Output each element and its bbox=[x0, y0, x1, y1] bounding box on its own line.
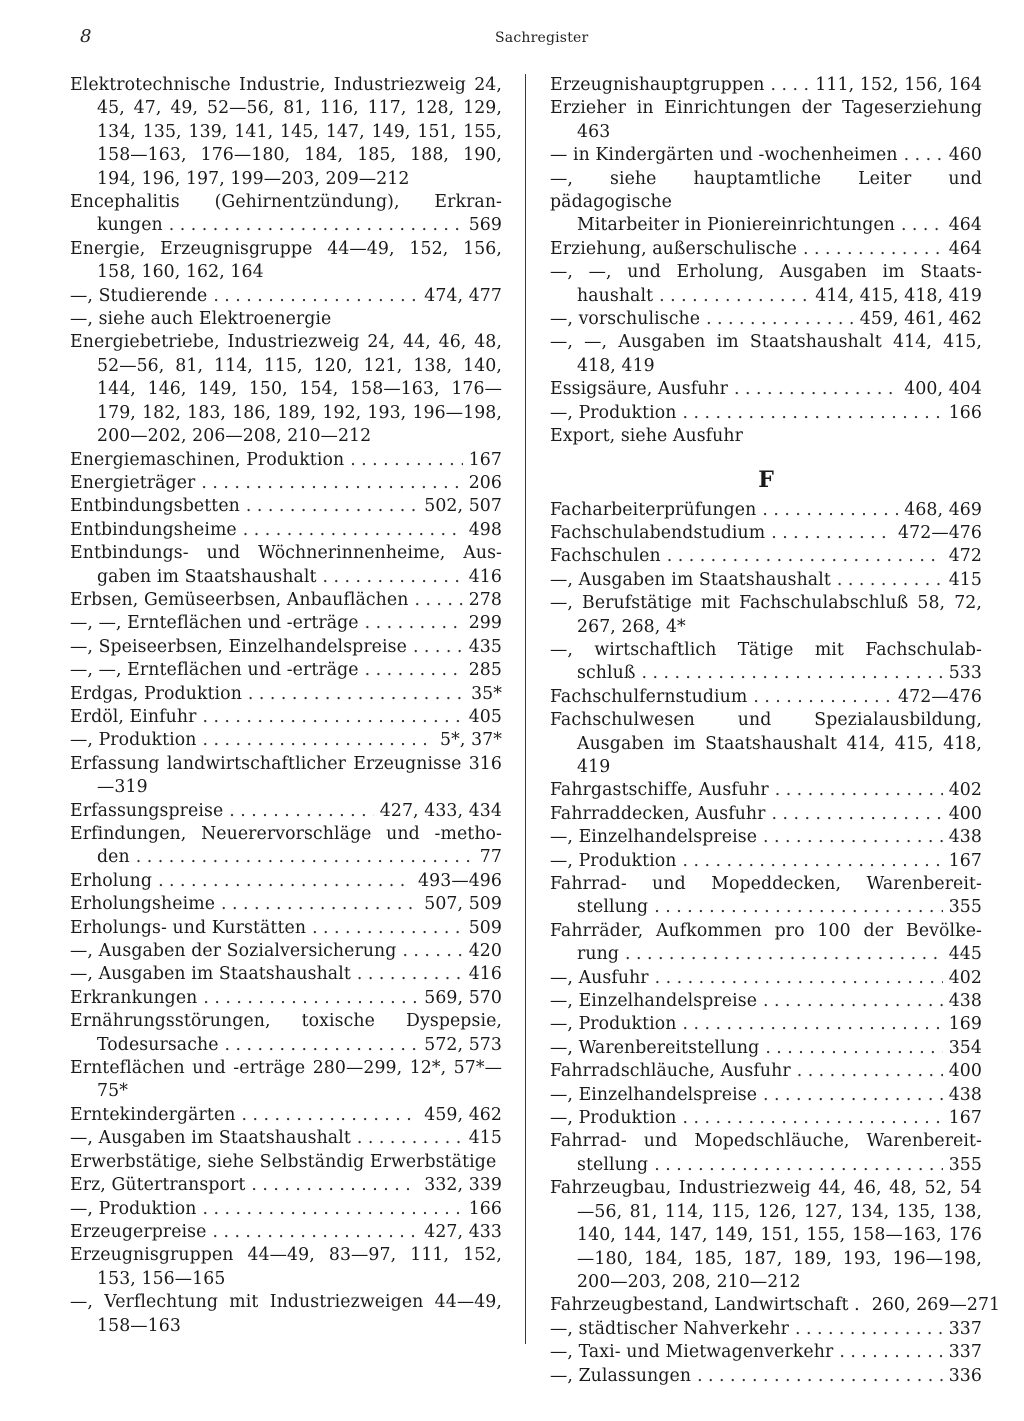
index-entry bbox=[550, 1107, 982, 1130]
index-entry bbox=[70, 285, 502, 308]
index-entry-term: haushalt bbox=[577, 285, 654, 306]
index-entry bbox=[550, 425, 982, 448]
index-entry-pages: 355 bbox=[948, 897, 982, 918]
leader-dots bbox=[683, 1107, 943, 1130]
index-entry-pages: 167 bbox=[468, 449, 502, 470]
leader-dots bbox=[775, 779, 943, 802]
leader-dots bbox=[414, 589, 462, 612]
index-entry bbox=[70, 589, 502, 612]
index-entry bbox=[70, 800, 502, 823]
index-entry-term: —, Ausgaben im Staatshaushalt bbox=[550, 569, 831, 590]
index-entry-term: Erfassungspreise bbox=[70, 800, 224, 821]
index-entry bbox=[550, 826, 982, 849]
index-entry bbox=[550, 97, 982, 144]
index-entry bbox=[70, 753, 502, 800]
index-entry-text: Ernährungsstörungen, toxische Dyspepsie, bbox=[70, 1011, 502, 1032]
index-entry-pages: 206 bbox=[468, 472, 502, 493]
leader-dots bbox=[765, 1037, 942, 1060]
index-entry-term: —, Studierende bbox=[70, 285, 208, 306]
index-entry bbox=[70, 1104, 502, 1127]
index-entry-term: —, —, Ernteflächen und -erträge bbox=[70, 613, 359, 634]
leader-dots bbox=[667, 545, 943, 568]
index-entry-pages: 332, 339 bbox=[424, 1175, 502, 1196]
index-entry bbox=[70, 1244, 502, 1291]
leader-dots bbox=[763, 1084, 943, 1107]
leader-dots bbox=[136, 846, 474, 869]
index-entry-term: Energiemaschinen, Produktion bbox=[70, 449, 345, 470]
index-entry-pages: 572, 573 bbox=[424, 1034, 502, 1055]
index-entry-pages: 5*, 37* bbox=[440, 730, 502, 751]
index-entry bbox=[70, 636, 502, 659]
index-entry-pages: 498 bbox=[468, 519, 502, 540]
index-entry-pages: 414, 415, 418, 419 bbox=[815, 285, 982, 306]
index-entry bbox=[550, 331, 982, 378]
index-entry-pages: 509 bbox=[468, 917, 502, 938]
index-entry-pages: 445 bbox=[948, 944, 982, 965]
leader-dots bbox=[659, 285, 809, 308]
index-entry bbox=[70, 1291, 502, 1338]
index-entry-pages: 400 bbox=[948, 1061, 982, 1082]
index-entry bbox=[70, 823, 502, 870]
leader-dots bbox=[203, 1198, 463, 1221]
index-entry-term: —, Zulassungen bbox=[550, 1365, 692, 1386]
index-entry-term: —, Produktion bbox=[550, 402, 677, 423]
index-entry bbox=[70, 659, 502, 682]
index-entry-text: Erzieher in Einrichtungen der Tageserziehung 463 bbox=[550, 98, 982, 142]
index-entry bbox=[70, 495, 502, 518]
index-entry-term: schluß bbox=[577, 663, 636, 684]
leader-dots bbox=[202, 706, 462, 729]
index-entry-term: Erziehung, außerschulische bbox=[550, 238, 798, 259]
index-entry-term: — in Kindergärten und -wochenheimen bbox=[550, 145, 898, 166]
index-entry-pages: 400, 404 bbox=[904, 379, 982, 400]
index-entry-term: —, Einzelhandelspreise bbox=[550, 1084, 758, 1105]
index-entry-pages: 402 bbox=[948, 967, 982, 988]
leader-dots bbox=[641, 662, 942, 685]
index-entry bbox=[70, 1057, 502, 1104]
index-entry-pages: 427, 433 bbox=[424, 1221, 502, 1242]
leader-dots bbox=[312, 917, 463, 940]
index-entry-term: Fachschulen bbox=[550, 546, 661, 567]
index-entry-text: Energie, Erzeugnisgruppe 44—49, 152, 156, 158, 160, 162, 164 bbox=[70, 238, 502, 283]
index-entry-term: gaben im Staatshaushalt bbox=[97, 566, 317, 587]
index-entry-pages: 502, 507 bbox=[424, 496, 502, 517]
leader-dots bbox=[357, 963, 463, 986]
leader-dots bbox=[683, 850, 943, 873]
leader-dots bbox=[625, 943, 943, 966]
index-entry-term: Erholungs- und Kurstätten bbox=[70, 917, 307, 938]
index-entry-pages: 569 bbox=[468, 215, 502, 236]
index-entry bbox=[550, 1177, 982, 1294]
index-entry-term: —, Produktion bbox=[70, 1198, 197, 1219]
index-entry-text: Elektrotechnische Industrie, Industriezweig 24, 45, 47, 49, 52—56, 81, 116, 117, 128, 129, 134, 135, 139, 141, 145, 147, 149, 151, 155, 158—163, 176—180, 184, 185, 188, 190, 194, 196, 197, 199—203, 209—212 bbox=[70, 75, 502, 189]
index-entry-pages: 460 bbox=[948, 145, 982, 166]
leader-dots bbox=[683, 1013, 943, 1036]
index-entry-pages: 415 bbox=[948, 569, 982, 590]
index-entry bbox=[550, 1130, 982, 1177]
leader-dots bbox=[251, 1174, 418, 1197]
leader-dots bbox=[795, 1318, 943, 1341]
index-entry-text: —, siehe auch Elektroenergie bbox=[70, 309, 332, 330]
index-entry-term: —, Taxi- und Mietwagenverkehr bbox=[550, 1342, 834, 1363]
index-column-left bbox=[70, 74, 502, 1338]
index-entry-term: Todesursache bbox=[97, 1034, 219, 1055]
leader-dots bbox=[683, 402, 943, 425]
leader-dots bbox=[654, 896, 942, 919]
leader-dots bbox=[654, 1154, 942, 1177]
index-entry bbox=[70, 963, 502, 986]
index-entry bbox=[70, 1010, 502, 1057]
index-entry bbox=[70, 729, 502, 752]
index-entry bbox=[550, 238, 982, 261]
index-entry bbox=[70, 472, 502, 495]
index-entry-text: Erfassung landwirtschaftlicher Erzeugnisse 316—319 bbox=[70, 753, 502, 798]
index-entry-text: Fachschulwesen und Spezialausbildung, Ausgaben im Staatshaushalt 414, 415, 418, 419 bbox=[550, 710, 982, 777]
index-entry-term: —, städtischer Nahverkehr bbox=[550, 1318, 789, 1339]
index-entry-pages: 278 bbox=[468, 589, 502, 610]
index-entry-term: Fahrzeugbestand, Landwirtschaft . bbox=[550, 1295, 860, 1316]
index-entry-pages: 111, 152, 156, 164 bbox=[815, 75, 982, 95]
index-entry bbox=[550, 378, 982, 401]
leader-dots bbox=[706, 308, 854, 331]
leader-dots bbox=[203, 987, 418, 1010]
index-entry bbox=[550, 74, 982, 97]
index-entry-term: —, Produktion bbox=[550, 850, 677, 871]
index-entry-term: Facharbeiterprüfungen bbox=[550, 499, 757, 520]
index-entry-text: —, Berufstätige mit Fachschulabschluß 58, 72, 267, 268, 4* bbox=[550, 593, 982, 637]
leader-dots bbox=[904, 144, 943, 167]
index-entry-pages: 337 bbox=[948, 1318, 982, 1339]
index-entry-text: Entbindungs- und Wöchnerinnenheime, Aus- bbox=[70, 543, 502, 564]
index-entry-text: Erfindungen, Neuerervorschläge und -metho- bbox=[70, 824, 502, 844]
index-entry-pages: 472—476 bbox=[898, 522, 982, 543]
leader-dots bbox=[763, 826, 943, 849]
index-entry bbox=[70, 1174, 502, 1197]
index-entry-pages: 299 bbox=[468, 613, 502, 634]
index-entry-term: Erzeugnishauptgruppen bbox=[550, 75, 765, 95]
leader-dots bbox=[763, 990, 943, 1013]
leader-dots bbox=[753, 686, 892, 709]
index-entry bbox=[70, 987, 502, 1010]
leader-dots bbox=[734, 378, 898, 401]
index-entry bbox=[70, 1127, 502, 1150]
leader-dots bbox=[797, 1060, 943, 1083]
leader-dots bbox=[158, 870, 412, 893]
leader-dots bbox=[839, 1341, 942, 1364]
leader-dots bbox=[772, 803, 943, 826]
index-entry-term: kungen bbox=[97, 215, 163, 236]
leader-dots bbox=[771, 522, 892, 545]
index-entry bbox=[70, 940, 502, 963]
index-entry-pages: 472—476 bbox=[898, 686, 982, 707]
leader-dots bbox=[323, 566, 463, 589]
index-entry bbox=[550, 1318, 982, 1341]
leader-dots bbox=[203, 729, 435, 752]
leader-dots bbox=[803, 238, 943, 261]
index-entry bbox=[550, 1037, 982, 1060]
leader-dots bbox=[212, 1221, 418, 1244]
index-entry bbox=[550, 990, 982, 1013]
section-letter-heading: F bbox=[758, 466, 774, 493]
index-entry bbox=[550, 850, 982, 873]
index-entry-term: Fahrgastschiffe, Ausfuhr bbox=[550, 780, 769, 801]
index-entry-term: Erbsen, Gemüseerbsen, Anbauflächen bbox=[70, 589, 409, 610]
index-entry-term: stellung bbox=[577, 1154, 649, 1175]
index-entry bbox=[550, 1365, 982, 1388]
index-entry-pages: 166 bbox=[468, 1198, 502, 1219]
index-entry-pages: 166 bbox=[948, 402, 982, 423]
index-group-f bbox=[550, 499, 1001, 1388]
index-entry-pages: 167 bbox=[948, 1108, 982, 1129]
index-entry-pages: 438 bbox=[948, 1084, 982, 1105]
index-entry-term: Erntekindergärten bbox=[70, 1104, 236, 1125]
index-entry bbox=[550, 545, 982, 568]
index-entry-text: —, —, und Erholung, Ausgaben im Staats- bbox=[550, 262, 982, 283]
index-entry-term: —, Produktion bbox=[70, 730, 197, 751]
leader-dots bbox=[169, 214, 463, 237]
index-entry-term: Erzeugerpreise bbox=[70, 1221, 207, 1242]
index-entry-pages: 416 bbox=[468, 566, 502, 587]
index-entry-pages: 35* bbox=[471, 683, 502, 704]
index-entry-text: Fahrrad- und Mopedschläuche, Warenbereit- bbox=[550, 1131, 982, 1152]
index-entry-term: —, Produktion bbox=[550, 1108, 677, 1129]
leader-dots bbox=[350, 449, 463, 472]
index-entry-pages: 416 bbox=[468, 964, 502, 985]
index-entry bbox=[70, 331, 502, 448]
index-entry bbox=[70, 191, 502, 238]
index-entry bbox=[70, 893, 502, 916]
index-entry-term: Fahrradschläuche, Ausfuhr bbox=[550, 1061, 791, 1082]
index-entry-pages: 167 bbox=[948, 850, 982, 871]
index-entry-pages: 285 bbox=[468, 660, 502, 681]
index-entry bbox=[70, 542, 502, 589]
index-entry-pages: 569, 570 bbox=[424, 987, 502, 1008]
index-entry-text: Export, siehe Ausfuhr bbox=[550, 426, 743, 447]
index-entry-pages: 337 bbox=[948, 1342, 982, 1363]
leader-dots bbox=[365, 659, 463, 682]
index-entry-term: Fachschulabendstudium bbox=[550, 522, 766, 543]
index-entry-pages: 438 bbox=[948, 991, 982, 1012]
index-entry bbox=[550, 686, 982, 709]
index-entry bbox=[550, 499, 982, 522]
index-entry bbox=[550, 779, 982, 802]
index-entry-text: Encephalitis (Gehirnentzündung), Erkran- bbox=[70, 192, 502, 213]
index-entry bbox=[70, 74, 502, 191]
index-entry bbox=[550, 709, 982, 779]
index-entry bbox=[70, 917, 502, 940]
leader-dots bbox=[248, 683, 465, 706]
index-entry-term: —, Ausgaben im Staatshaushalt bbox=[70, 964, 351, 985]
index-entry bbox=[550, 639, 982, 686]
index-entry-pages: 427, 433, 434 bbox=[379, 800, 502, 821]
leader-dots bbox=[771, 74, 810, 97]
index-entry-pages: 415 bbox=[468, 1128, 502, 1149]
index-group-e bbox=[550, 74, 982, 449]
index-entry-term: —, Einzelhandelspreise bbox=[550, 991, 758, 1012]
index-entry-term: —, Speiseerbsen, Einzelhandelspreise bbox=[70, 636, 407, 657]
index-entry-text: —, Verflechtung mit Industriezweigen 44—49, 158—163 bbox=[70, 1292, 502, 1336]
index-entry bbox=[70, 1198, 502, 1221]
index-entry bbox=[550, 1294, 1001, 1317]
index-entry-text: Fahrzeugbau, Industriezweig 44, 46, 48, 52, 54—56, 81, 114, 115, 126, 127, 134, 135, 138, 140, 144, 147, 149, 151, 155, 158—163, 176—180, 184, 185, 187, 189, 193, 196—198, 200—203, 208, 210—212 bbox=[550, 1178, 982, 1292]
index-entry bbox=[550, 144, 982, 167]
index-entry bbox=[70, 308, 502, 331]
index-entry-pages: 493—496 bbox=[418, 870, 502, 891]
index-entry-term: Fahrraddecken, Ausfuhr bbox=[550, 803, 766, 824]
index-entry-pages: 355 bbox=[948, 1154, 982, 1175]
leader-dots bbox=[201, 472, 462, 495]
leader-dots bbox=[413, 636, 463, 659]
index-entry-text: Erwerbstätige, siehe Selbständig Erwerbstätige bbox=[70, 1151, 497, 1172]
index-entry bbox=[550, 803, 982, 826]
index-entry bbox=[70, 706, 502, 729]
leader-dots bbox=[213, 285, 418, 308]
index-entry-term: Erdöl, Einfuhr bbox=[70, 706, 197, 727]
index-entry bbox=[550, 522, 982, 545]
index-entry-term: —, —, Ernteflächen und -erträge bbox=[70, 660, 359, 681]
page-number: 8 bbox=[80, 26, 92, 47]
index-entry bbox=[70, 238, 502, 285]
column-divider bbox=[525, 74, 526, 1344]
leader-dots bbox=[221, 893, 418, 916]
index-entry-term: —, Ausgaben im Staatshaushalt bbox=[70, 1128, 351, 1149]
index-entry-pages: 354 bbox=[948, 1037, 982, 1058]
index-entry-text: —, wirtschaftlich Tätige mit Fachschulab- bbox=[550, 639, 982, 660]
index-entry-pages: 420 bbox=[468, 941, 502, 962]
index-entry-pages: 464 bbox=[948, 215, 982, 236]
index-entry-term: Fachschulfernstudium bbox=[550, 686, 748, 707]
index-entry-text: Ernteflächen und -erträge 280—299, 12*, 57*—75* bbox=[70, 1058, 502, 1102]
index-entry-text: Fahrrad- und Mopeddecken, Warenbereit- bbox=[550, 874, 982, 894]
leader-dots bbox=[655, 967, 943, 990]
index-entry-term: den bbox=[97, 847, 130, 868]
index-entry bbox=[550, 1084, 982, 1107]
index-entry-pages: 77 bbox=[479, 847, 502, 868]
index-entry-term: Erdgas, Produktion bbox=[70, 683, 242, 704]
index-entry-pages: 169 bbox=[948, 1014, 982, 1035]
index-entry bbox=[70, 1151, 502, 1174]
index-entry bbox=[550, 261, 982, 308]
index-entry-pages: 402 bbox=[948, 780, 982, 801]
index-entry bbox=[550, 1013, 982, 1036]
index-entry bbox=[550, 873, 982, 920]
index-entry-term: —, vorschulische bbox=[550, 309, 701, 330]
leader-dots bbox=[402, 940, 462, 963]
index-entry-term: —, Einzelhandelspreise bbox=[550, 827, 758, 848]
index-entry-pages: 533 bbox=[948, 663, 982, 684]
index-entry bbox=[70, 1221, 502, 1244]
index-entry-term: Erkrankungen bbox=[70, 987, 198, 1008]
index-entry-pages: 464 bbox=[948, 238, 982, 259]
index-entry-term: Essigsäure, Ausfuhr bbox=[550, 379, 729, 400]
leader-dots bbox=[229, 800, 373, 823]
index-entry-pages: 400 bbox=[948, 803, 982, 824]
leader-dots bbox=[697, 1365, 943, 1388]
index-entry bbox=[550, 168, 982, 238]
index-entry-pages: 438 bbox=[948, 827, 982, 848]
index-entry bbox=[70, 519, 502, 542]
index-entry bbox=[70, 612, 502, 635]
index-entry-term: Mitarbeiter in Pioniereinrichtungen bbox=[577, 215, 895, 236]
page-header bbox=[80, 26, 980, 56]
leader-dots bbox=[357, 1127, 463, 1150]
index-entry-text: —, siehe hauptamtliche Leiter und pädagogische bbox=[550, 168, 982, 213]
leader-dots bbox=[241, 1104, 418, 1127]
index-entry-term: Energieträger bbox=[70, 472, 196, 493]
index-entry-term: rung bbox=[577, 944, 619, 965]
index-entry-term: Erz, Gütertransport bbox=[70, 1175, 246, 1196]
index-entry bbox=[550, 402, 982, 425]
leader-dots bbox=[225, 1034, 419, 1057]
index-entry-pages: 435 bbox=[468, 636, 502, 657]
index-entry-pages: 459, 461, 462 bbox=[859, 309, 982, 330]
index-entry-term: Entbindungsbetten bbox=[70, 496, 240, 517]
leader-dots bbox=[901, 214, 943, 237]
index-entry bbox=[550, 920, 982, 967]
index-entry bbox=[70, 449, 502, 472]
index-entry bbox=[550, 592, 982, 639]
index-entry bbox=[550, 569, 982, 592]
index-entry bbox=[70, 870, 502, 893]
index-entry-term: —, Ausfuhr bbox=[550, 967, 649, 988]
index-entry-pages: 507, 509 bbox=[424, 894, 502, 915]
index-entry-text: Fahrräder, Aufkommen pro 100 der Bevölke- bbox=[550, 920, 982, 941]
index-entry-term: —, Warenbereitstellung bbox=[550, 1037, 760, 1058]
index-entry-pages: 260, 269—271 bbox=[871, 1295, 1001, 1316]
index-entry-text: Erzeugnisgruppen 44—49, 83—97, 111, 152, 153, 156—165 bbox=[70, 1245, 502, 1289]
running-title: Sachregister bbox=[495, 30, 589, 46]
index-entry bbox=[550, 1060, 982, 1083]
leader-dots bbox=[762, 499, 898, 522]
index-entry-term: Erholung bbox=[70, 870, 153, 891]
index-entry bbox=[550, 308, 982, 331]
index-column-right bbox=[550, 74, 1001, 1388]
index-entry-term: —, Ausgaben der Sozialversicherung bbox=[70, 941, 397, 962]
index-entry-pages: 336 bbox=[948, 1365, 982, 1386]
index-entry-term: —, Produktion bbox=[550, 1014, 677, 1035]
leader-dots bbox=[365, 612, 463, 635]
index-entry-term: stellung bbox=[577, 897, 649, 918]
index-entry-pages: 405 bbox=[468, 706, 502, 727]
index-entry bbox=[70, 683, 502, 706]
leader-dots bbox=[246, 495, 418, 518]
index-entry-pages: 468, 469 bbox=[904, 499, 982, 520]
index-entry-text: Energiebetriebe, Industriezweig 24, 44, 46, 48, 52—56, 81, 114, 115, 120, 121, 138, 140, 144, 146, 149, 150, 154, 158—163, 176—179, 182, 183, 186, 189, 192, 193, 196—198, 200—202, 206—208, 210—212 bbox=[70, 332, 502, 447]
leader-dots bbox=[243, 519, 463, 542]
leader-dots bbox=[837, 569, 943, 592]
index-entry bbox=[550, 1341, 982, 1364]
index-entry-text: —, —, Ausgaben im Staatshaushalt 414, 415, 418, 419 bbox=[550, 332, 982, 376]
index-entry bbox=[550, 967, 982, 990]
index-entry-pages: 459, 462 bbox=[424, 1104, 502, 1125]
index-entry-pages: 472 bbox=[948, 546, 982, 567]
index-entry-term: Entbindungsheime bbox=[70, 519, 237, 540]
index-entry-term: Erholungsheime bbox=[70, 894, 216, 915]
index-entry-pages: 474, 477 bbox=[424, 285, 502, 306]
